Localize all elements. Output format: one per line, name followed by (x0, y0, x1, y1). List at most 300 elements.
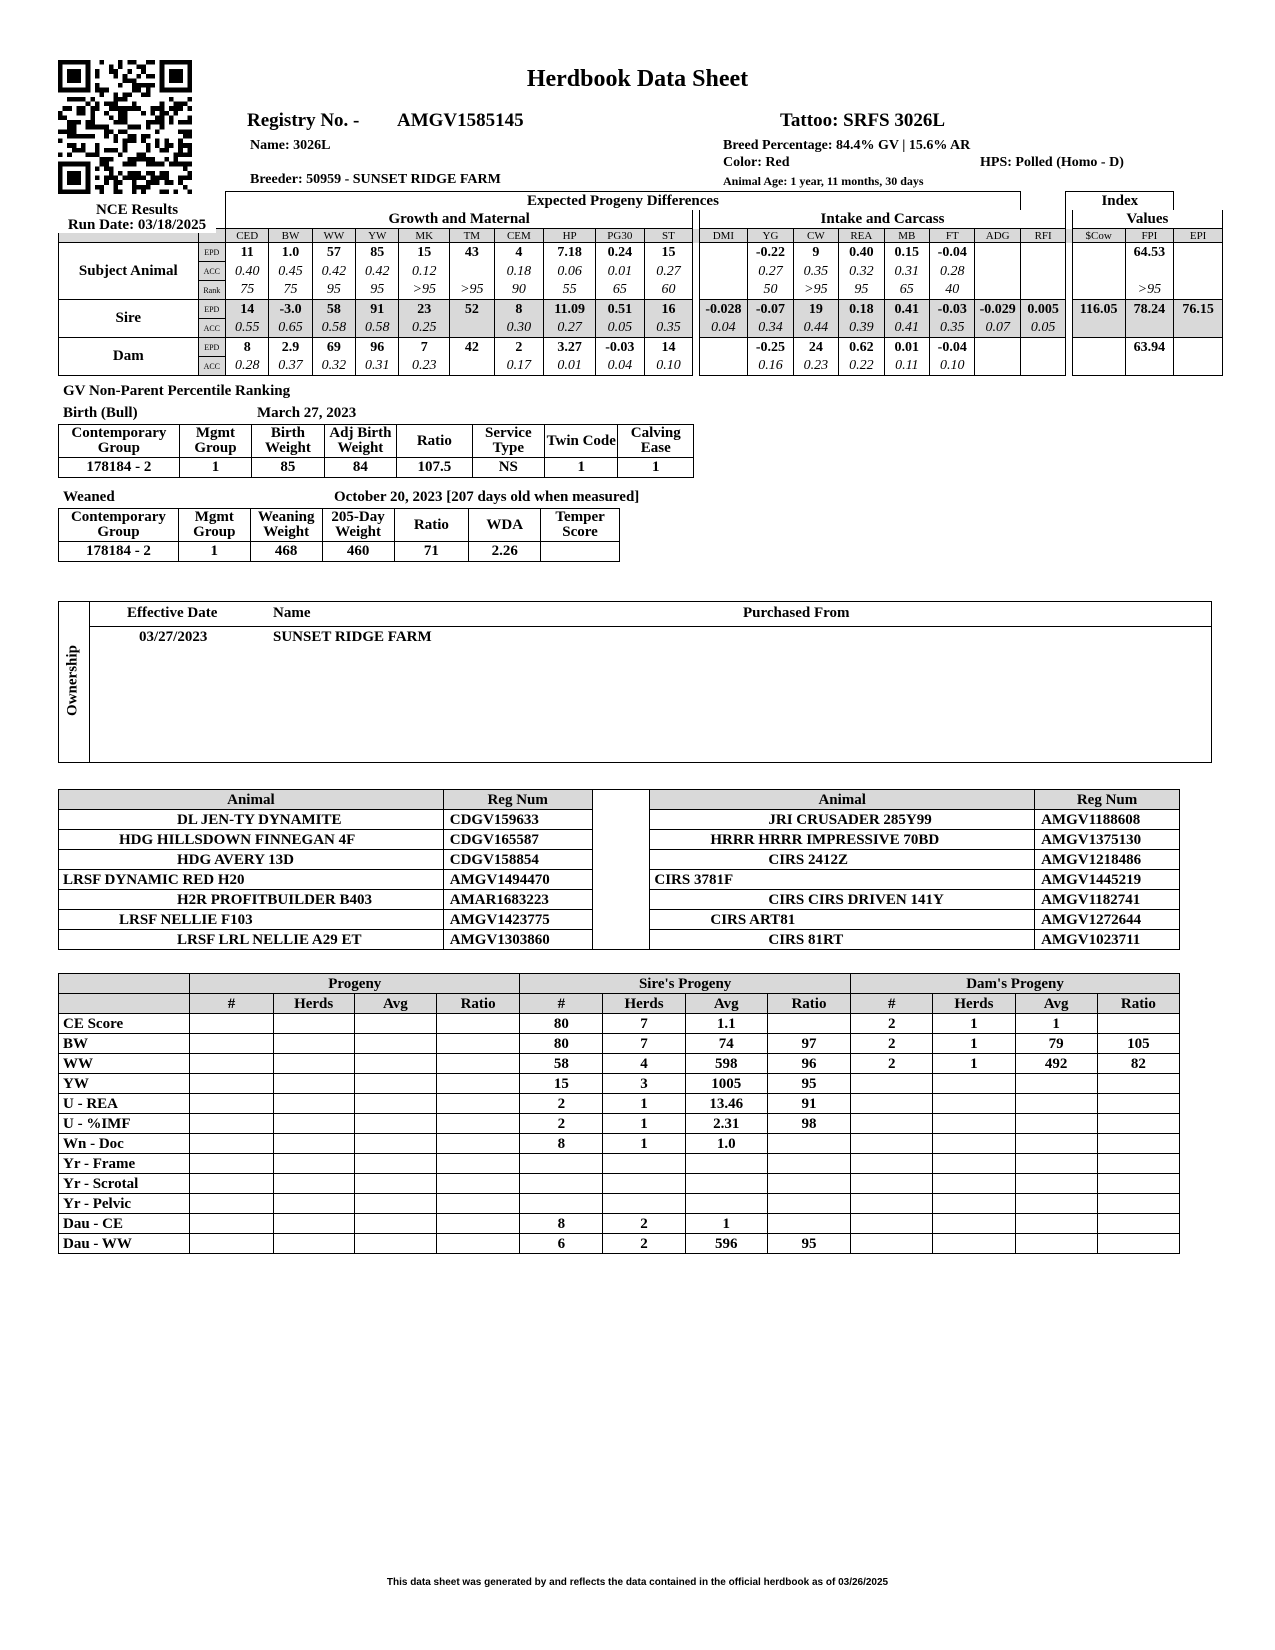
epd-cell-epd: -3.0 (269, 300, 312, 319)
epd-row-subject: Subject Animal (59, 243, 199, 300)
epd-cell-acc (450, 319, 494, 338)
progeny-cell: 2 (520, 1114, 603, 1134)
epd-col-dmi: DMI (699, 229, 748, 243)
birth-value: NS (472, 458, 544, 478)
epd-cell-rank: 90 (494, 281, 544, 300)
epd-cell-acc: 0.04 (699, 319, 748, 338)
progeny-cell: 79 (1015, 1034, 1097, 1054)
epd-cell-acc (1125, 319, 1174, 338)
epd-cell-epd: 116.05 (1072, 300, 1125, 319)
epd-col-rea: REA (839, 229, 884, 243)
pedigree-reg: AMGV1023711 (1035, 930, 1180, 950)
progeny-cell (1097, 1114, 1179, 1134)
birth-value: 178184 - 2 (59, 458, 180, 478)
progeny-cell (767, 1194, 850, 1214)
epd-cell-epd: 0.01 (884, 338, 929, 357)
progeny-cell: 82 (1097, 1054, 1179, 1074)
epd-cell-epd: 0.005 (1020, 300, 1065, 319)
progeny-cell: 1 (685, 1214, 767, 1234)
birth-header: Twin Code (545, 425, 618, 458)
progeny-cell: 91 (767, 1094, 850, 1114)
progeny-cell: 596 (685, 1234, 767, 1254)
epd-cell-epd: 7.18 (544, 243, 596, 262)
pedigree-reg: AMAR1683223 (443, 890, 592, 910)
epd-cell-rank: >95 (793, 281, 838, 300)
epd-cell-acc: 0.25 (399, 319, 450, 338)
epd-cell-epd: -0.03 (930, 300, 975, 319)
progeny-cell (190, 1134, 273, 1154)
nce-title: NCE Results (95, 202, 179, 218)
progeny-cell (933, 1174, 1015, 1194)
epd-cell-epd: 64.53 (1125, 243, 1174, 262)
progeny-cell: 15 (520, 1074, 603, 1094)
progeny-cell (436, 1154, 519, 1174)
progeny-cell (190, 1014, 273, 1034)
weaned-value: 1 (178, 542, 250, 562)
weaned-value: 2.26 (469, 542, 541, 562)
weaned-date: October 20, 2023 [207 days old when measured] (334, 489, 640, 505)
progeny-cell: 2 (603, 1214, 685, 1234)
epd-type-label: ACC (198, 262, 225, 281)
epd-cell-acc (975, 262, 1020, 281)
pedigree-animal: DL JEN-TY DYNAMITE (59, 810, 444, 830)
pedigree-reg: AMGV1218486 (1035, 850, 1180, 870)
progeny-cell (1015, 1214, 1097, 1234)
progeny-cell: 1 (603, 1094, 685, 1114)
progeny-cell (933, 1114, 1015, 1134)
progeny-cell (354, 1134, 436, 1154)
sire-progeny-group-header: Sire's Progeny (520, 974, 851, 994)
epd-cell-epd: 0.24 (596, 243, 645, 262)
progeny-cell: 74 (685, 1034, 767, 1054)
epd-cell-rank (699, 281, 748, 300)
epd-cell-rank (975, 281, 1020, 300)
epd-col-bw: BW (269, 229, 312, 243)
epd-cell-epd: -0.22 (748, 243, 793, 262)
progeny-cell (851, 1094, 933, 1114)
epd-col-ft: FT (930, 229, 975, 243)
progeny-cell: 97 (767, 1034, 850, 1054)
epd-cell-acc (699, 357, 748, 376)
pedigree-reg: AMGV1375130 (1035, 830, 1180, 850)
epd-cell-epd (1020, 338, 1065, 357)
progeny-cell (354, 1214, 436, 1234)
ownership-box (58, 601, 1212, 763)
progeny-cell: 2 (851, 1034, 933, 1054)
progeny-cell (603, 1154, 685, 1174)
progeny-cell (1015, 1154, 1097, 1174)
epd-cell-epd: 43 (450, 243, 494, 262)
progeny-row-label: Dau - WW (59, 1234, 190, 1254)
birth-header: Mgmt Group (179, 425, 251, 458)
percentile-title: GV Non-Parent Percentile Ranking (63, 383, 291, 399)
hps: HPS: Polled (Homo - D) (980, 155, 1124, 170)
epd-col-ww: WW (312, 229, 355, 243)
progeny-cell: 7 (603, 1034, 685, 1054)
progeny-cell: 1005 (685, 1074, 767, 1094)
birth-header: Calving Ease (618, 425, 694, 458)
epd-cell-acc: 0.10 (644, 357, 693, 376)
epd-cell-epd: 85 (356, 243, 399, 262)
epd-cell-epd: 52 (450, 300, 494, 319)
epd-cell-rank (1072, 281, 1125, 300)
epd-cell-rank: >95 (399, 281, 450, 300)
epd-cell-acc: 0.16 (748, 357, 793, 376)
birth-value: 1 (545, 458, 618, 478)
epd-cell-rank: 55 (544, 281, 596, 300)
progeny-cell (933, 1094, 1015, 1114)
birth-header: Service Type (472, 425, 544, 458)
progeny-cell (273, 1194, 354, 1214)
pedigree-table (58, 789, 1180, 950)
epd-col-fpi: FPI (1125, 229, 1174, 243)
pedigree-animal: HRRR HRRR IMPRESSIVE 70BD (650, 830, 1035, 850)
progeny-cell: 95 (767, 1074, 850, 1094)
epd-cell-epd: 2.9 (269, 338, 312, 357)
progeny-cell (273, 1074, 354, 1094)
epd-cell-acc: 0.10 (930, 357, 975, 376)
pedigree-animal: CIRS 3781F (650, 870, 1035, 890)
progeny-subheader: Herds (933, 994, 1015, 1014)
epd-cell-epd (1072, 338, 1125, 357)
pedigree-reg: AMGV1423775 (443, 910, 592, 930)
progeny-cell (354, 1014, 436, 1034)
progeny-cell: 4 (603, 1054, 685, 1074)
epd-cell-acc: 0.31 (884, 262, 929, 281)
footer-note: This data sheet was generated by and reflects the data contained in the official herdbook as of 03/26/2025 (386, 1577, 889, 1588)
epd-cell-rank: >95 (1125, 281, 1174, 300)
epd-cell-acc (975, 357, 1020, 376)
registry-label: Registry No. - (247, 110, 360, 131)
epd-cell-epd: 0.51 (596, 300, 645, 319)
progeny-cell: 1 (1015, 1014, 1097, 1034)
progeny-cell (354, 1094, 436, 1114)
progeny-cell (273, 1214, 354, 1234)
progeny-cell (190, 1054, 273, 1074)
progeny-cell (1097, 1194, 1179, 1214)
epd-cell-epd: 69 (312, 338, 355, 357)
epd-cell-acc: 0.45 (269, 262, 312, 281)
epd-cell-acc (1072, 262, 1125, 281)
progeny-cell: 1.0 (685, 1134, 767, 1154)
progeny-cell (851, 1234, 933, 1254)
progeny-cell (1015, 1194, 1097, 1214)
progeny-cell: 1 (603, 1114, 685, 1134)
progeny-cell (190, 1194, 273, 1214)
progeny-cell (1097, 1234, 1179, 1254)
progeny-subheader: # (851, 994, 933, 1014)
epd-col-cw: CW (793, 229, 838, 243)
epd-cell-acc: 0.04 (596, 357, 645, 376)
epd-cell-acc: 0.34 (748, 319, 793, 338)
nce-results (58, 203, 216, 233)
epd-cell-rank (1020, 281, 1065, 300)
pedigree-reg: AMGV1188608 (1035, 810, 1180, 830)
epd-cell-acc: 0.55 (226, 319, 269, 338)
epd-cell-acc (1174, 262, 1223, 281)
epd-cell-epd: -0.028 (699, 300, 748, 319)
progeny-cell (273, 1114, 354, 1134)
epd-type-label: ACC (198, 319, 225, 338)
epd-col-hp: HP (544, 229, 596, 243)
progeny-cell: 6 (520, 1234, 603, 1254)
epd-cell-epd: 11 (226, 243, 269, 262)
purchased-from-header: Purchased From (743, 605, 850, 621)
epd-col-yw: YW (356, 229, 399, 243)
progeny-row-label: CE Score (59, 1014, 190, 1034)
progeny-cell (436, 1234, 519, 1254)
epd-cell-acc: 0.41 (884, 319, 929, 338)
weaned-header: Temper Score (541, 509, 620, 542)
page-title: Herdbook Data Sheet (526, 66, 749, 92)
epd-col-cow: $Cow (1072, 229, 1125, 243)
epd-type-label: Rank (198, 281, 225, 300)
pedigree-reg: AMGV1303860 (443, 930, 592, 950)
progeny-cell (273, 1034, 354, 1054)
progeny-cell (933, 1234, 1015, 1254)
epd-cell-epd: 58 (312, 300, 355, 319)
epd-cell-epd: 76.15 (1174, 300, 1223, 319)
birth-value: 85 (252, 458, 324, 478)
progeny-cell (851, 1154, 933, 1174)
progeny-cell (933, 1154, 1015, 1174)
progeny-cell (933, 1134, 1015, 1154)
epd-type-label: EPD (198, 300, 225, 319)
progeny-cell (1097, 1074, 1179, 1094)
epd-cell-rank: 95 (839, 281, 884, 300)
epd-cell-acc (450, 357, 494, 376)
weaned-header: Weaning Weight (250, 509, 322, 542)
index-values-header: Values (1072, 210, 1222, 229)
progeny-cell (1097, 1154, 1179, 1174)
epd-cell-epd: 57 (312, 243, 355, 262)
weaned-value: 178184 - 2 (59, 542, 179, 562)
epd-col-epi: EPI (1174, 229, 1223, 243)
animal-name: Name: 3026L (250, 138, 331, 153)
epd-cell-epd: 91 (356, 300, 399, 319)
progeny-cell: 2.31 (685, 1114, 767, 1134)
weaned-table (58, 508, 620, 562)
progeny-cell: 2 (851, 1054, 933, 1074)
progeny-cell (1015, 1114, 1097, 1134)
progeny-group-header: Progeny (190, 974, 520, 994)
progeny-cell (190, 1154, 273, 1174)
owner-name-header: Name (273, 605, 311, 621)
epd-cell-epd (975, 338, 1020, 357)
epd-cell-epd (699, 243, 748, 262)
epd-cell-epd: 0.18 (839, 300, 884, 319)
progeny-cell (767, 1134, 850, 1154)
progeny-cell: 96 (767, 1054, 850, 1074)
epd-type-label: EPD (198, 338, 225, 357)
progeny-subheader: Avg (354, 994, 436, 1014)
epd-cell-acc (1072, 357, 1125, 376)
progeny-row-label: Wn - Doc (59, 1134, 190, 1154)
progeny-cell (520, 1194, 603, 1214)
epd-cell-acc: 0.32 (312, 357, 355, 376)
animal-age: Animal Age: 1 year, 11 months, 30 days (723, 174, 924, 188)
progeny-cell (1015, 1094, 1097, 1114)
epd-type-label: ACC (198, 357, 225, 376)
epd-row-dam: Dam (59, 338, 199, 376)
epd-cell-acc: 0.07 (975, 319, 1020, 338)
epd-table (58, 191, 1223, 376)
progeny-cell (603, 1174, 685, 1194)
progeny-cell (190, 1114, 273, 1134)
epd-cell-acc: 0.06 (544, 262, 596, 281)
epd-col-tm: TM (450, 229, 494, 243)
progeny-cell (190, 1174, 273, 1194)
epd-cell-epd: 24 (793, 338, 838, 357)
progeny-cell (354, 1114, 436, 1134)
epd-cell-acc: 0.05 (596, 319, 645, 338)
growth-maternal-header: Growth and Maternal (226, 210, 693, 229)
epd-cell-acc: 0.23 (793, 357, 838, 376)
epd-cell-rank: 65 (884, 281, 929, 300)
progeny-cell (520, 1154, 603, 1174)
epd-cell-acc: 0.11 (884, 357, 929, 376)
progeny-cell (190, 1234, 273, 1254)
progeny-cell (436, 1194, 519, 1214)
pedigree-reg: CDGV158854 (443, 850, 592, 870)
progeny-subheader: Herds (603, 994, 685, 1014)
weaned-value: 71 (394, 542, 469, 562)
progeny-cell (520, 1174, 603, 1194)
epd-cell-epd (1174, 243, 1223, 262)
birth-label: Birth (Bull) (63, 405, 138, 421)
progeny-cell (273, 1174, 354, 1194)
progeny-cell: 8 (520, 1134, 603, 1154)
progeny-cell (273, 1154, 354, 1174)
epd-cell-acc: 0.12 (399, 262, 450, 281)
epd-cell-acc: 0.27 (748, 262, 793, 281)
epd-cell-acc: 0.58 (356, 319, 399, 338)
birth-value: 1 (179, 458, 251, 478)
epd-cell-rank: 75 (269, 281, 312, 300)
epd-cell-epd: -0.04 (930, 338, 975, 357)
progeny-cell (436, 1014, 519, 1034)
pedigree-reg: AMGV1494470 (443, 870, 592, 890)
epd-cell-epd: 0.41 (884, 300, 929, 319)
epd-cell-acc (450, 262, 494, 281)
nce-run-date: Run Date: 03/18/2025 (67, 217, 207, 233)
birth-date: March 27, 2023 (257, 405, 357, 421)
epd-cell-acc: 0.39 (839, 319, 884, 338)
pedigree-reg: CDGV165587 (443, 830, 592, 850)
progeny-cell (767, 1174, 850, 1194)
progeny-cell (273, 1094, 354, 1114)
progeny-cell (273, 1134, 354, 1154)
pedigree-animal: CIRS ART81 (650, 910, 1035, 930)
progeny-cell (190, 1034, 273, 1054)
progeny-cell: 98 (767, 1114, 850, 1134)
epd-cell-rank (1174, 281, 1223, 300)
epd-cell-acc: 0.35 (793, 262, 838, 281)
progeny-cell: 7 (603, 1014, 685, 1034)
pedigree-reg: AMGV1272644 (1035, 910, 1180, 930)
ownership-side (59, 602, 90, 762)
epd-cell-acc (1125, 357, 1174, 376)
progeny-cell (354, 1194, 436, 1214)
progeny-cell (767, 1154, 850, 1174)
epd-cell-acc: 0.35 (930, 319, 975, 338)
epd-cell-epd: 8 (226, 338, 269, 357)
epd-cell-acc: 0.28 (226, 357, 269, 376)
registry-number: AMGV1585145 (397, 110, 524, 131)
epd-cell-acc: 0.32 (839, 262, 884, 281)
pedigree-animal: CIRS 2412Z (650, 850, 1035, 870)
epd-col-mb: MB (884, 229, 929, 243)
epd-cell-acc: 0.31 (356, 357, 399, 376)
progeny-cell (1097, 1014, 1179, 1034)
progeny-cell (767, 1214, 850, 1234)
progeny-cell (603, 1194, 685, 1214)
progeny-cell: 58 (520, 1054, 603, 1074)
progeny-cell (436, 1054, 519, 1074)
progeny-cell (851, 1194, 933, 1214)
progeny-cell (273, 1234, 354, 1254)
epd-cell-acc: 0.22 (839, 357, 884, 376)
epd-cell-epd: 9 (793, 243, 838, 262)
progeny-cell (436, 1174, 519, 1194)
progeny-cell (190, 1074, 273, 1094)
progeny-subheader: Ratio (1097, 994, 1179, 1014)
progeny-cell (354, 1174, 436, 1194)
epd-cell-acc (1020, 357, 1065, 376)
epd-title: Expected Progeny Differences (226, 192, 1021, 211)
progeny-cell (685, 1154, 767, 1174)
progeny-cell (1015, 1134, 1097, 1154)
epd-cell-acc: 0.42 (356, 262, 399, 281)
progeny-row-label: BW (59, 1034, 190, 1054)
epd-cell-epd: 3.27 (544, 338, 596, 357)
epd-cell-acc: 0.28 (930, 262, 975, 281)
epd-cell-epd: 0.15 (884, 243, 929, 262)
epd-col-yg: YG (748, 229, 793, 243)
weaned-label: Weaned (63, 489, 115, 505)
progeny-cell (685, 1174, 767, 1194)
birth-value: 107.5 (397, 458, 472, 478)
epd-cell-rank: 95 (356, 281, 399, 300)
birth-header: Birth Weight (252, 425, 324, 458)
epd-cell-epd: 15 (399, 243, 450, 262)
epd-cell-epd: -0.07 (748, 300, 793, 319)
effective-date-header: Effective Date (127, 605, 218, 621)
epd-cell-rank: >95 (450, 281, 494, 300)
progeny-cell: 1 (603, 1134, 685, 1154)
pedigree-animal: HDG AVERY 13D (59, 850, 444, 870)
pedigree-animal-header-left: Animal (59, 790, 444, 810)
epd-cell-epd: 23 (399, 300, 450, 319)
epd-col-rfi: RFI (1020, 229, 1065, 243)
progeny-cell (273, 1014, 354, 1034)
progeny-cell (851, 1214, 933, 1234)
epd-cell-epd (1072, 243, 1125, 262)
pedigree-animal: LRSF LRL NELLIE A29 ET (59, 930, 444, 950)
pedigree-animal: H2R PROFITBUILDER B403 (59, 890, 444, 910)
pedigree-animal-header-right: Animal (650, 790, 1035, 810)
progeny-cell (933, 1194, 1015, 1214)
ownership-label: Ownership (64, 645, 81, 716)
pedigree-reg-header-right: Reg Num (1035, 790, 1180, 810)
progeny-cell (273, 1054, 354, 1074)
progeny-cell: 2 (851, 1014, 933, 1034)
progeny-cell (1097, 1134, 1179, 1154)
epd-cell-epd: 1.0 (269, 243, 312, 262)
epd-cell-acc: 0.35 (644, 319, 693, 338)
pedigree-animal: JRI CRUSADER 285Y99 (650, 810, 1035, 830)
intake-carcass-header: Intake and Carcass (699, 210, 1066, 229)
